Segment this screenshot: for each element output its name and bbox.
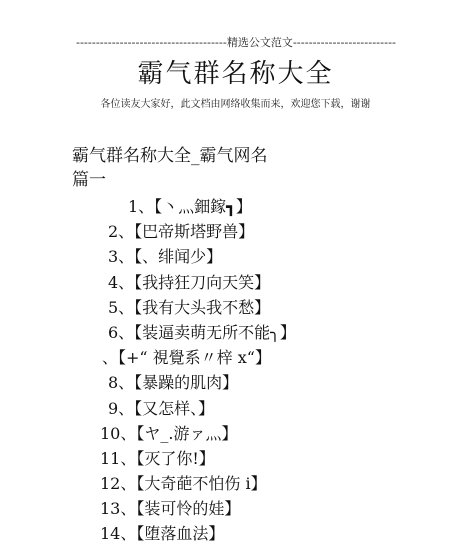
list-item: 9、【又怎样、】 [108,398,215,418]
list-item: 14、【堕落血法】 [100,524,225,544]
list-item: 、【+“ 視覺系〃梓 х“】 [102,348,271,368]
header-banner: --------------------------------------精选公文范文-------------------------- [75,36,397,49]
list-item: 5、【我有大头我不愁】 [108,297,271,317]
section-title: 霸气群名称大全_霸气网名 [72,146,268,166]
section-part-label: 篇一 [72,170,106,190]
document-subtitle: 各位读友大家好，此文档由网络收集而来，欢迎您下载，谢谢 [100,99,371,110]
list-item: 6、【装逼卖萌无所不能╮】 [108,322,296,342]
list-item: 12、【大奇葩不怕伤 i】 [100,474,267,494]
list-item: 2、【巴帝斯塔野兽】 [108,222,255,242]
list-item: 13、【装可怜的娃】 [100,499,241,519]
document-title: 霸气群名称大全 [137,59,334,89]
list-item: 4、【我持狂刀向天笑】 [108,272,271,292]
list-item: 8、【暴躁的肌肉】 [108,373,239,393]
list-item: 3、【、绯闻少】 [108,247,223,267]
list-item: 1、【丶灬鈿鎵┓】 [128,197,252,216]
list-item: 10、【ヤ_.游ァ灬】 [100,423,238,443]
list-item: 11、【灭了你!】 [100,448,215,468]
name-list [0,194,471,547]
